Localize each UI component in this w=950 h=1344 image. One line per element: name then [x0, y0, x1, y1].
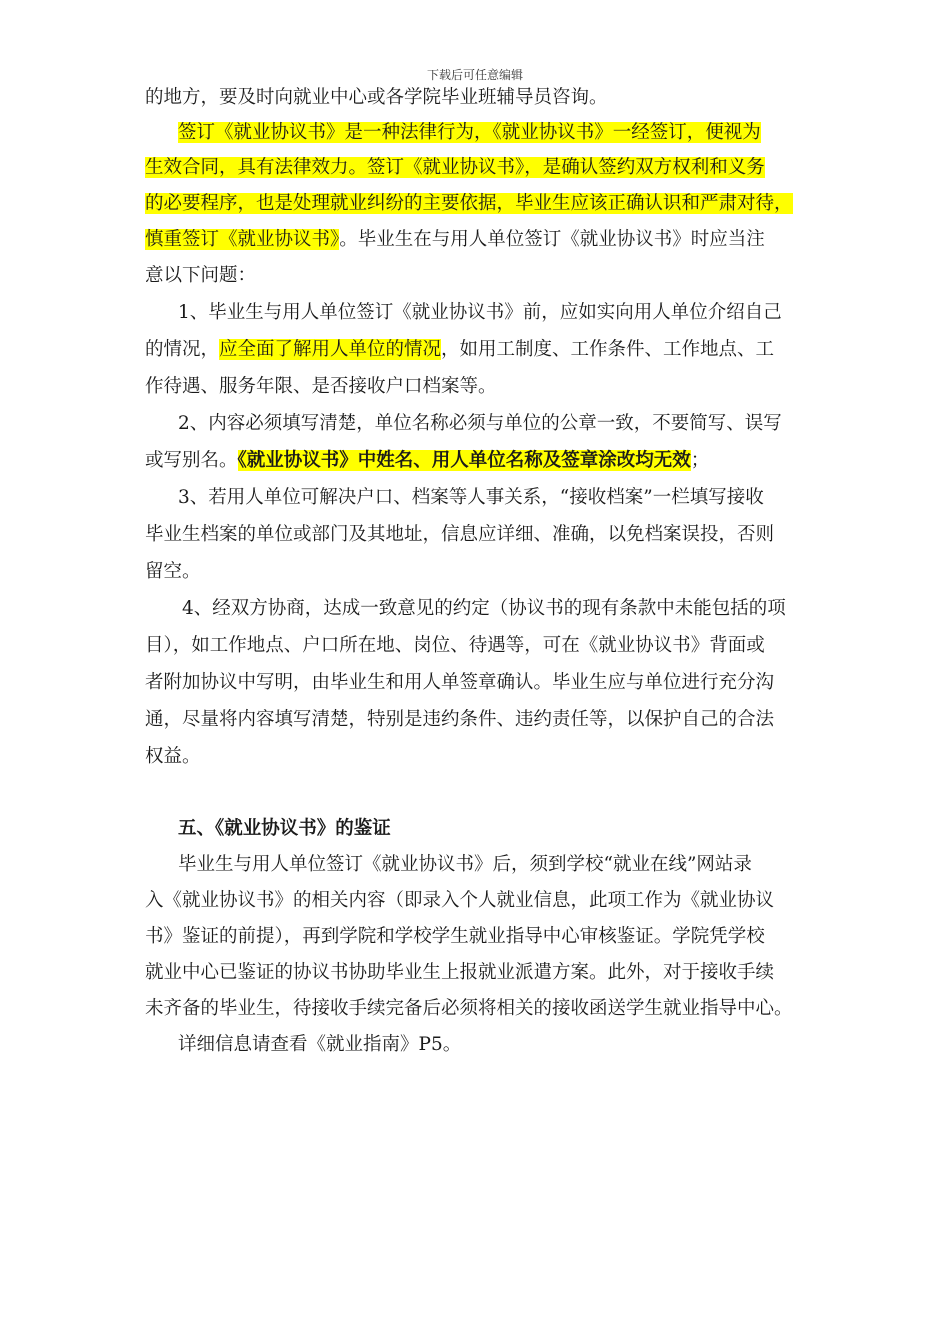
- paragraph-line: [145, 156, 765, 180]
- list-item-3-line: 留空。: [145, 561, 201, 582]
- section-line: 书》鉴证的前提），再到学院和学校学生就业指导中心审核鉴证。学院凭学校: [145, 926, 765, 947]
- highlighted-bold-text: 《就业协议书》中姓名、用人单位名称及签章涂改均无效: [237, 450, 691, 471]
- highlighted-text: 签订《就业协议书》是一种法律行为，《就业协议书》一经签订，便视为: [178, 122, 761, 143]
- paragraph-line: 意以下问题：: [145, 265, 257, 286]
- page-header: 下载后可任意编辑: [426, 68, 523, 82]
- highlighted-text: 的必要程序，也是处理就业纠纷的主要依据，毕业生应该正确认识和严肃对待，: [145, 193, 793, 214]
- paragraph-line: [145, 192, 793, 216]
- list-item-3-line: 3、若用人单位可解决户口、档案等人事关系，“接收档案”一栏填写接收: [178, 487, 764, 508]
- paragraph-text: ，如用工制度、工作条件、工作地点、工: [441, 339, 775, 360]
- paragraph-text: 或写别名。: [145, 450, 238, 471]
- section-line: 入《就业协议书》的相关内容（即录入个人就业信息，此项工作为《就业协议: [145, 890, 775, 911]
- paragraph-line: [178, 121, 761, 145]
- list-item-1-line: [145, 338, 774, 362]
- paragraph-line: [145, 228, 765, 252]
- list-item-4-line: 目），如工作地点、户口所在地、岗位、待遇等，可在《就业协议书》背面或: [145, 635, 765, 656]
- paragraph-text: ；: [690, 450, 710, 471]
- highlighted-text: 应全面了解用人单位的情况: [219, 339, 442, 360]
- list-item-3-line: 毕业生档案的单位或部门及其地址，信息应详细、准确，以免档案误投，否则: [145, 524, 775, 545]
- highlighted-text: 生效合同，具有法律效力。签订《就业协议书》，是确认签约双方权利和义务: [145, 157, 765, 178]
- section-line: 未齐备的毕业生，待接收手续完备后必须将相关的接收函送学生就业指导中心。: [145, 998, 793, 1019]
- list-item-2-line: 2、内容必须填写清楚，单位名称必须与单位的公章一致，不要简写、误写: [178, 413, 782, 434]
- list-item-1-line: 1、毕业生与用人单位签订《就业协议书》前，应如实向用人单位介绍自己: [178, 302, 782, 323]
- highlighted-text: 慎重签订《就业协议书》: [145, 229, 340, 250]
- paragraph-line: 的地方，要及时向就业中心或各学院毕业班辅导员咨询。: [145, 87, 608, 108]
- list-item-4-line: 通，尽量将内容填写清楚，特别是违约条件、违约责任等，以保护自己的合法: [145, 709, 775, 730]
- list-item-4-line: 4、经双方协商，达成一致意见的约定（协议书的现有条款中未能包括的项: [182, 598, 786, 619]
- list-item-4-line: 权益。: [145, 746, 201, 767]
- list-item-4-line: 者附加协议中写明，由毕业生和用人单签章确认。毕业生应与单位进行充分沟: [145, 672, 775, 693]
- section-heading: 五、《就业协议书》的鉴证: [178, 818, 391, 839]
- section-line: 详细信息请查看《就业指南》P5。: [178, 1034, 462, 1055]
- paragraph-text: 的情况，: [145, 339, 220, 360]
- section-line: 毕业生与用人单位签订《就业协议书》后，须到学校“就业在线”网站录: [178, 854, 752, 875]
- list-item-1-line: 作待遇、服务年限、是否接收户口档案等。: [145, 376, 497, 397]
- section-line: 就业中心已鉴证的协议书协助毕业生上报就业派遣方案。此外，对于接收手续: [145, 962, 775, 983]
- list-item-2-line: [145, 449, 709, 473]
- paragraph-text: 。毕业生在与用人单位签订《就业协议书》时应当注: [339, 229, 765, 250]
